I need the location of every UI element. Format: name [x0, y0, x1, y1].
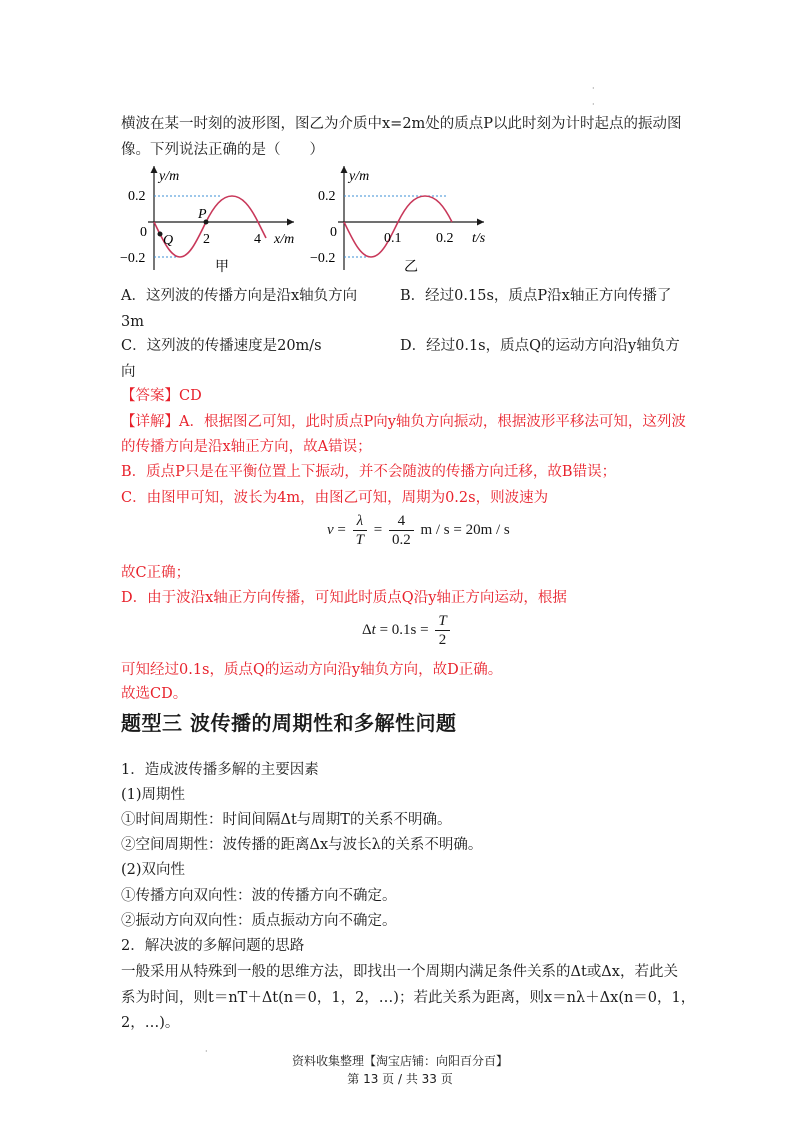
section-p3: ①时间周期性：时间间隔Δt与周期T的关系不明确。: [121, 812, 452, 828]
detail-line-2: 的传播方向是沿x轴正方向，故A错误；: [121, 439, 372, 455]
wave-graph-jia: [118, 158, 308, 278]
section-p9: 一般采用从特殊到一般的思维方法，即找出一个周期内满足条件关系的Δt或Δx，若此关: [121, 964, 678, 980]
section-p11: 2，…)。: [121, 1015, 180, 1031]
vibration-graph-yi: [306, 158, 506, 278]
origin-label: 0: [140, 225, 147, 240]
y-tick-top: 0.2: [318, 189, 336, 204]
origin-label: 0: [330, 225, 337, 240]
y-tick-bottom: −0.2: [120, 251, 146, 266]
d-conclusion: 可知经过0.1s，质点Q的运动方向沿y轴负方向，故D正确。: [121, 662, 503, 678]
section-p1: 1．造成波传播多解的主要因素: [121, 762, 319, 778]
footer-source: 资料收集整理【淘宝店铺：向阳百分百】: [291, 1054, 508, 1068]
section-p2: (1)周期性: [121, 787, 186, 803]
option-b-continued: 3m: [121, 314, 144, 330]
question-line-2: 像。下列说法正确的是（ ）: [121, 142, 324, 158]
y-axis-label: y/m: [159, 169, 180, 184]
question-line-1: 横波在某一时刻的波形图，图乙为介质中x=2m处的质点P以此时刻为计时起点的振动图: [121, 116, 682, 132]
vibration-curve: [344, 196, 452, 257]
option-b: B．经过0.15s，质点P沿x轴正方向传播了: [400, 288, 672, 304]
detail-b: B．质点P只是在平衡位置上下振动，并不会随波的传播方向迁移，故B错误；: [121, 464, 617, 480]
detail-c: C．由图甲可知，波长为4m，由图乙可知，周期为0.2s，则波速为: [121, 490, 549, 506]
point-q: [158, 232, 163, 237]
y-axis-label: y/m: [349, 169, 370, 184]
decor-dot: ·: [592, 100, 595, 109]
decor-dot: ·: [205, 1047, 208, 1056]
y-tick-top: 0.2: [128, 189, 146, 204]
t-axis-label: t/s: [472, 231, 486, 246]
option-d-continued: 向: [121, 364, 136, 380]
section-p4: ②空间周期性：波传播的距离Δx与波长λ的关系不明确。: [121, 837, 483, 853]
option-d: D．经过0.1s，质点Q的运动方向沿y轴负方: [400, 338, 680, 354]
footer-page-number: 第 13 页 / 共 33 页: [347, 1072, 453, 1086]
point-q-label: Q: [163, 233, 174, 248]
x-tick-2: 2: [203, 232, 210, 247]
y-tick-bottom: −0.2: [310, 251, 336, 266]
formula-velocity: v = $\frac{\lambda}{T}$ = $\frac{4}{0.2}$ m / s = 20m / s: [327, 513, 510, 548]
section-title: 题型三 波传播的周期性和多解性问题: [121, 711, 457, 735]
decor-dot: ·: [592, 84, 595, 93]
x-axis-label: x/m: [274, 232, 295, 247]
section-p6: ①传播方向双向性：波的传播方向不确定。: [121, 888, 397, 904]
t-tick-0.1: 0.1: [384, 231, 402, 246]
section-p5: (2)双向性: [121, 862, 186, 878]
detail-line-1: 【详解】A．根据图乙可知，此时质点P向y轴负方向振动，根据波形平移法可知，这列波: [121, 414, 686, 430]
option-c: C．这列波的传播速度是20m/s: [121, 338, 322, 354]
option-a: A．这列波的传播方向是沿x轴负方向: [121, 288, 358, 304]
detail-d: D．由于波沿x轴正方向传播，可知此时质点Q沿y轴正方向运动，根据: [121, 590, 567, 606]
formula-delta-t: Δt = 0.1s = $\frac{T}{2}$: [362, 612, 453, 649]
point-p-label: P: [198, 207, 207, 222]
section-p8: 2．解决波的多解问题的思路: [121, 938, 305, 954]
final-answer: 故选CD。: [121, 686, 188, 702]
graph-caption-yi: 乙: [404, 260, 418, 275]
answer-label: 【答案】CD: [121, 388, 202, 404]
section-p7: ②振动方向双向性：质点振动方向不确定。: [121, 913, 397, 929]
graph-caption-jia: 甲: [215, 260, 229, 275]
section-p10: 系为时间，则t＝nT＋Δt(n＝0，1，2，…)；若此关系为距离，则x＝nλ＋Δx(n＝0，1，: [121, 990, 696, 1006]
c-correct: 故C正确；: [121, 565, 191, 581]
t-tick-0.2: 0.2: [436, 231, 454, 246]
x-tick-4: 4: [254, 232, 261, 247]
